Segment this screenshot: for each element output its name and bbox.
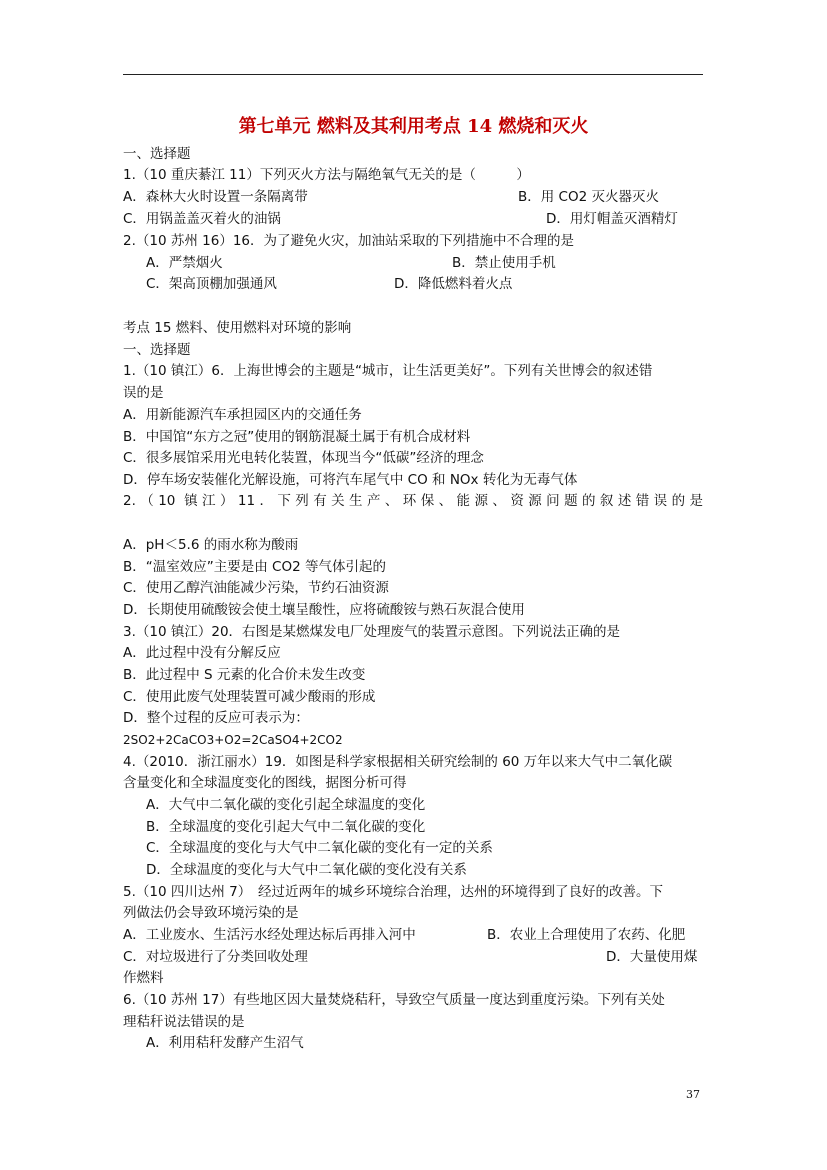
page-number: 37 (686, 1088, 700, 1101)
q2-option-a: A．pH＜5.6 的雨水称为酸雨 (123, 537, 299, 553)
header-rule (123, 74, 703, 75)
q4-option-c: C．全球温度的变化与大气中二氧化碳的变化有一定的关系 (146, 840, 493, 856)
q3-option-d: D．整个过程的反应可表示为： (123, 710, 309, 726)
q1-option-b: B．用 CO2 灭火器灭火 (518, 189, 659, 205)
q2-option-b: B．“温室效应”主要是由 CO2 等气体引起的 (123, 559, 386, 575)
q3-option-c: C．使用此废气处理装置可减少酸雨的形成 (123, 689, 376, 705)
q1-option-c: C．很多展馆采用光电转化装置，体现当今“低碳”经济的理念 (123, 450, 484, 466)
section-header: 考点 15 燃料、使用燃料对环境的影响 (123, 320, 352, 336)
q5-option-b: B．农业上合理使用了农药、化肥 (487, 927, 686, 943)
question-6-stem-cont: 理秸秆说法错误的是 (123, 1014, 245, 1030)
q3-equation: 2SO2+2CaCO3+O2=2CaSO4+2CO2 (123, 733, 343, 747)
question-4-stem-cont: 含量变化和全球温度变化的图线，据图分析可得 (123, 775, 407, 791)
question-5-stem-cont: 列做法仍会导致环境污染的是 (123, 905, 299, 921)
section-heading: 一、选择题 (123, 342, 191, 358)
q4-option-a: A．大气中二氧化碳的变化引起全球温度的变化 (146, 797, 426, 813)
page-title: 第七单元 燃料及其利用考点 14 燃烧和灭火 (238, 116, 589, 137)
q5-option-d: D．大量使用煤 (606, 949, 698, 965)
question-2-stem: 2.（10 苏州 16）16．为了避免火灾，加油站采取的下列措施中不合理的是 (123, 233, 574, 249)
q5-option-c: C．对垃圾进行了分类回收处理 (123, 949, 308, 965)
q1-option-a: A．用新能源汽车承担园区内的交通任务 (123, 407, 362, 423)
question-1-stem: 1.（10 镇江）6．上海世博会的主题是“城市，让生活更美好”。下列有关世博会的叙述错 (123, 363, 653, 379)
question-3-stem: 3.（10 镇江）20．右图是某燃煤发电厂处理废气的装置示意图。下列说法正确的是 (123, 624, 621, 640)
question-4-stem: 4.（2010．浙江丽水）19．如图是科学家根据相关研究绘制的 60 万年以来大气中二氧化碳 (123, 754, 673, 770)
question-5-stem: 5.（10 四川达州 7） 经过近两年的城乡环境综合治理，达州的环境得到了良好的改善。下 (123, 884, 663, 900)
q3-option-a: A．此过程中没有分解反应 (123, 645, 281, 661)
q2-option-c: C．使用乙醇汽油能减少污染，节约石油资源 (123, 580, 389, 596)
q5-option-a: A．工业废水、生活污水经处理达标后再排入河中 (123, 927, 416, 943)
q2-option-c: C．架高顶棚加强通风 (146, 276, 277, 292)
q1-option-b: B．中国馆“东方之冠”使用的钢筋混凝土属于有机合成材料 (123, 429, 471, 445)
q1-option-a: A．森林大火时设置一条隔离带 (123, 189, 308, 205)
q4-option-b: B．全球温度的变化引起大气中二氧化碳的变化 (146, 819, 426, 835)
question-1-stem-cont: 误的是 (123, 385, 164, 401)
question-1-stem: 1.（10 重庆綦江 11）下列灭火方法与隔绝氧气无关的是（ ） (123, 167, 530, 183)
q1-option-d: D．停车场安装催化光解设施，可将汽车尾气中 CO 和 NOx 转化为无毒气体 (123, 472, 578, 488)
q2-option-d: D．降低燃料着火点 (394, 276, 513, 292)
q2-option-b: B．禁止使用手机 (452, 255, 556, 271)
q6-option-a: A．利用秸秆发酵产生沼气 (146, 1035, 304, 1051)
q3-option-b: B．此过程中 S 元素的化合价未发生改变 (123, 667, 366, 683)
q1-option-d: D．用灯帽盖灭酒精灯 (546, 211, 678, 227)
section-heading: 一、选择题 (123, 146, 191, 162)
q1-option-c: C．用锅盖盖灭着火的油锅 (123, 211, 281, 227)
q2-option-d: D．长期使用硫酸铵会使土壤呈酸性，应将硫酸铵与熟石灰混合使用 (123, 602, 525, 618)
question-6-stem: 6.（10 苏州 17）有些地区因大量焚烧秸秆，导致空气质量一度达到重度污染。下列有关处 (123, 992, 665, 1008)
q5-option-d-cont: 作燃料 (123, 970, 164, 986)
q2-option-a: A．严禁烟火 (146, 255, 223, 271)
question-2-stem: 2.（10 镇江）11．下列有关生产、环保、能源、资源问题的叙述错误的是 (123, 493, 703, 509)
q4-option-d: D．全球温度的变化与大气中二氧化碳的变化没有关系 (146, 862, 467, 878)
